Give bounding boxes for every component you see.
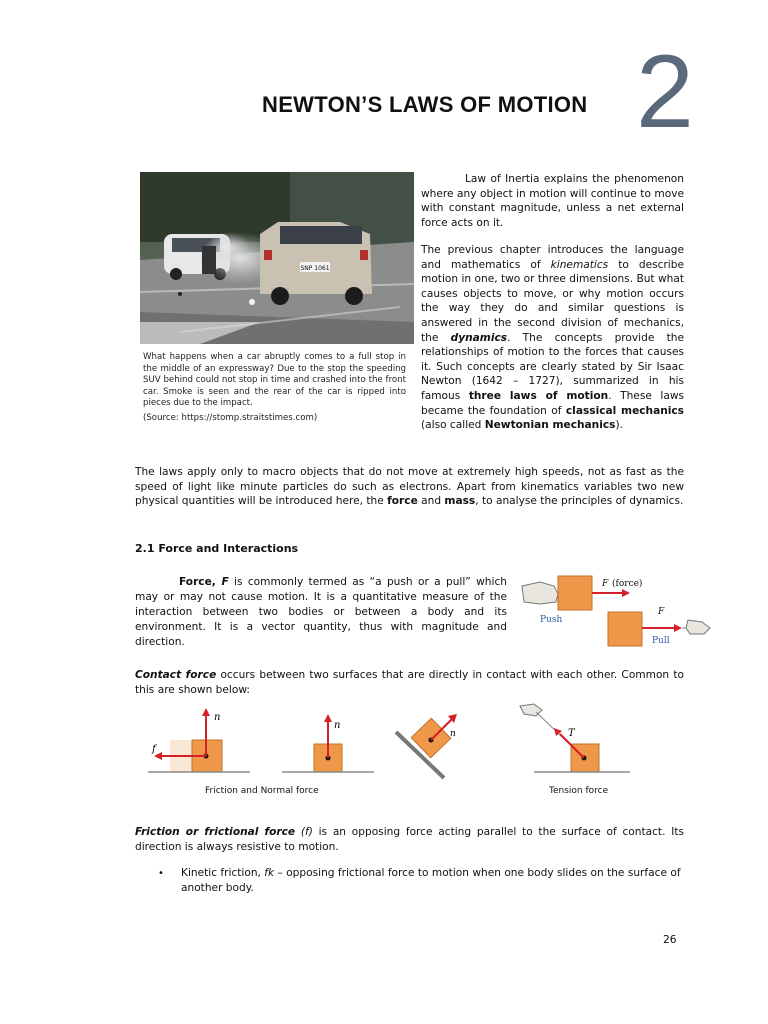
- macro-paragraph: [135, 465, 684, 509]
- friction-paragraph: [135, 825, 684, 854]
- normal-panel: [282, 714, 374, 772]
- contact-forces-figure: [140, 702, 640, 782]
- push-force-symbol: F: [602, 579, 609, 589]
- force-symbol: F: [221, 576, 229, 588]
- kinetic-symbol: fk: [264, 867, 275, 879]
- friction-symbol-text: (f): [300, 826, 313, 838]
- friction-normal-caption: Friction and Normal force: [205, 786, 319, 796]
- term-three-laws: three laws of motion: [468, 389, 609, 402]
- term-dynamics: dynamics: [450, 331, 508, 344]
- force-label: Force,: [179, 576, 222, 588]
- section-heading: 2.1 Force and Interactions: [135, 542, 299, 555]
- caption-source: (Source: https://stomp.straitstimes.com): [143, 412, 318, 423]
- dyn-text-e: (also called: [421, 419, 485, 432]
- pull-box: [608, 612, 642, 646]
- term-friction: Friction or frictional force: [135, 826, 296, 838]
- kinetic-text-a: Kinetic friction,: [181, 867, 265, 879]
- bullet-dot: •: [158, 868, 164, 879]
- macro-text-and: and: [417, 495, 445, 508]
- inertia-paragraph: Law of Inertia explains the phenomenon where any object in motion will continue to move with constant magnitude, unless a net external force acts on it.: [421, 173, 684, 229]
- normal-force-symbol-1: n: [214, 712, 221, 723]
- friction-normal-panel: [148, 708, 250, 772]
- force-definition: [135, 575, 507, 650]
- macro-text-a: The laws apply only to macro objects that do not move at extremely high speeds, not as fast as the speed of light like minute particles do such as electrons. Apart from kinematics variables two new physical quantities will be introduced here, the: [135, 466, 684, 508]
- contact-text: occurs between two surfaces that are directly in contact with each other. Common to this are shown below:: [135, 669, 684, 696]
- crash-photo-illustration: [140, 172, 414, 344]
- tension-panel: [520, 704, 630, 772]
- push-hand-icon: [522, 582, 558, 604]
- push-force-label: (force): [612, 579, 643, 589]
- push-box: [558, 576, 592, 610]
- contact-paragraph: [135, 668, 684, 697]
- friction-text: is an opposing force acting parallel to the surface of contact. Its direction is always resistive to motion.: [135, 826, 685, 853]
- tension-caption: Tension force: [549, 786, 609, 796]
- push-label: Push: [540, 615, 563, 625]
- license-plate: SNP 1061: [300, 265, 330, 272]
- photo-caption: [143, 352, 406, 425]
- dynamics-paragraph: [421, 243, 684, 433]
- push-pull-figure: [518, 568, 713, 650]
- pull-hand-icon: [686, 620, 710, 634]
- term-newtonian: Newtonian mechanics: [484, 419, 616, 432]
- macro-text-b: , to analyse the principles of dynamics.: [475, 495, 684, 508]
- incline-panel: [396, 714, 457, 778]
- crash-photo: [140, 172, 414, 344]
- page-title: NEWTON’S LAWS OF MOTION: [262, 92, 588, 117]
- friction-symbol: f: [152, 744, 156, 755]
- chapter-number: 2: [636, 34, 694, 150]
- dyn-text-a: The previous chapter introduces the language and mathematics of: [421, 244, 684, 271]
- dyn-text-c: . The concepts provide the relationships of motion to the forces that causes it. Such concepts are clearly stated by Sir Isaac Newton (1642 – 1727), summarized in his famous: [421, 331, 684, 402]
- tension-symbol: T: [568, 728, 575, 739]
- force-def-text: is commonly termed as “a push or a pull” which may or may not cause motion. It is a quantitative measure of the interaction between two bodies or between a body and its environment. It is a vector quantity, thus with magnitude and direction.: [135, 576, 507, 648]
- term-kinematics: kinematics: [550, 258, 609, 271]
- normal-force-symbol-2: n: [334, 720, 341, 731]
- kinetic-friction-item: [181, 866, 681, 896]
- dyn-text-d: . These laws became the foundation of: [421, 389, 685, 417]
- normal-force-symbol-3: n: [450, 729, 456, 739]
- dyn-text-b: to describe motion in one, two or three dimensions. But what causes objects to move, or why motion occurs the way they do and similar questions is answered in the second division of mechanics, the: [421, 258, 684, 344]
- pull-force-symbol: F: [658, 607, 665, 617]
- term-classical: classical mechanics: [565, 404, 684, 417]
- pull-label: Pull: [652, 636, 670, 646]
- term-mass: mass: [444, 495, 476, 508]
- term-contact-force: Contact force: [135, 669, 217, 681]
- kinetic-text-b: – opposing frictional force to motion when one body slides on the surface of another body.: [181, 867, 681, 894]
- caption-text: What happens when a car abruptly comes to a full stop in the middle of an expressway? Due to the stop the speeding SUV behind could not stop in time and crashed into the front car. Smoke is seen and the rear of the car is ripped into pieces due to the impact.: [143, 352, 406, 409]
- term-force: force: [387, 495, 418, 508]
- page-number: 26: [663, 934, 677, 946]
- dyn-text-f: ).: [615, 419, 623, 432]
